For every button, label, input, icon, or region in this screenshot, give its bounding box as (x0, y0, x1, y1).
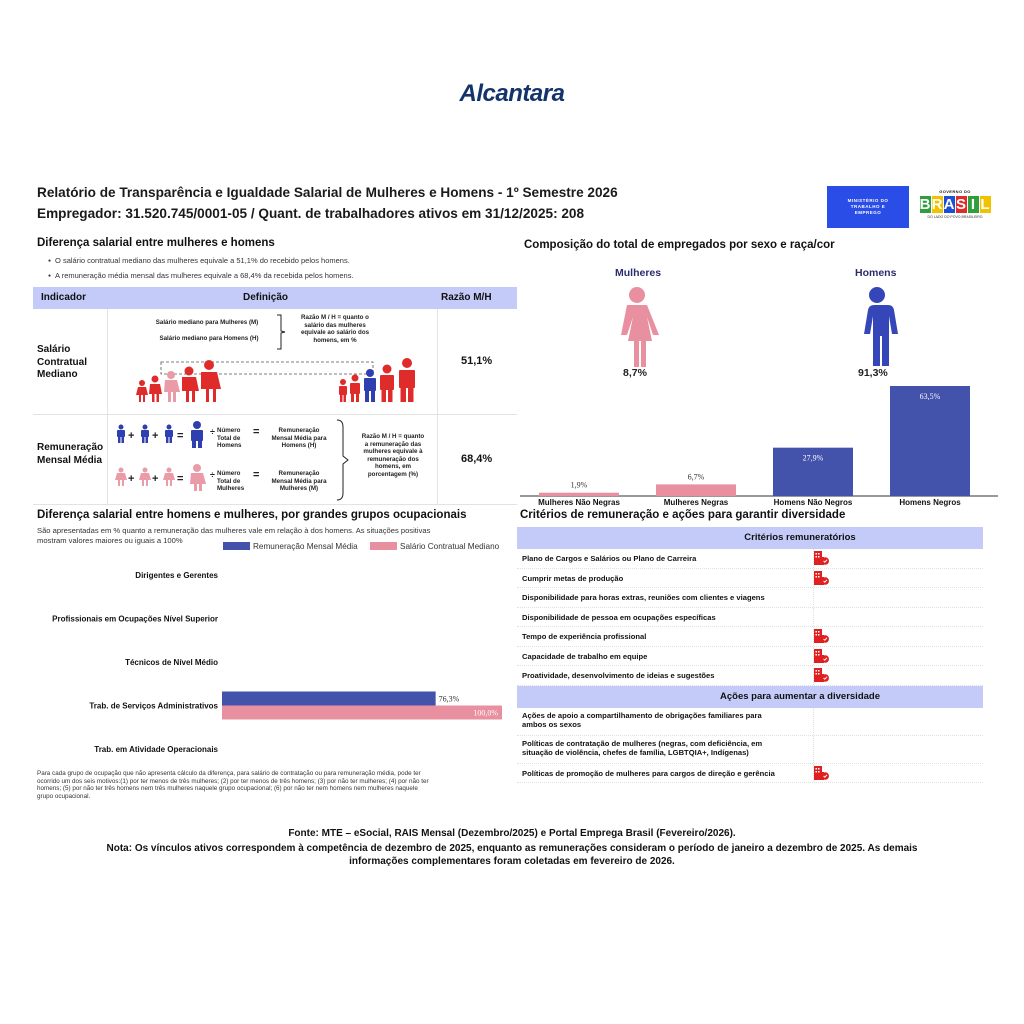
criteria-row (517, 764, 983, 784)
svg-text:=: = (177, 430, 184, 442)
person-woman-icon (182, 367, 199, 403)
bar-value-label: 27,9% (802, 453, 824, 463)
category-label: Homens Não Negros (773, 498, 853, 507)
def-ratio-line: Razão M / H = quanto o (301, 314, 369, 321)
category-label: Homens Negros (899, 498, 961, 507)
salary-gap-bullet: ● A remuneração média mensal das mulheres equivale a 68,4% da recebida pelos homens. (48, 271, 354, 280)
median-people-illustration (133, 353, 433, 405)
description-line: mostram valores maiores ou iguais a 100% (37, 536, 183, 545)
indicator-line: Mediano (37, 369, 78, 380)
note-line: Para cada grupo de ocupação que não apresenta cálculo da diferença, para salário de contratação ou para remuneração média, pode ter (37, 770, 421, 777)
brace-icon (335, 419, 349, 501)
indicator-line: Salário (37, 344, 71, 355)
man-icon (852, 285, 902, 369)
action-rows (517, 708, 983, 784)
indicator-average-remuneration (37, 442, 103, 467)
def-ratio-median (285, 314, 385, 344)
divider (437, 309, 438, 505)
bar-value-label: 100,0% (473, 708, 498, 718)
criteria-label: Cumprir metas de produção (522, 573, 624, 583)
employer-info: Empregador: 31.520.745/0001-05 / Quant. de trabalhadores ativos em 31/12/2025: 208 (37, 206, 585, 221)
criteria-row (517, 708, 983, 736)
criteria-check-cell (813, 608, 984, 627)
criteria-row (517, 549, 983, 569)
criteria-label: Proatividade, desenvolvimento de ideias e sugestões (522, 671, 715, 680)
legend-label: Remuneração Mensal Média (253, 542, 358, 551)
composition-bar-chart (520, 380, 1000, 510)
criteria-label: Políticas de contratação de mulheres (negras, com deficiência, em situação de violência, chefes de família, LGBTQIA+, Indígenas) (522, 738, 763, 757)
building-check-icon (813, 766, 829, 780)
bar-value-label: 6,7% (687, 472, 705, 482)
women-result-label (265, 470, 333, 493)
men-label: Homens (855, 267, 897, 279)
legend-swatch (370, 542, 397, 550)
criteria-row (517, 569, 983, 589)
count-line: Número (217, 470, 241, 477)
bar-3 (890, 386, 970, 496)
criteria-check-cell (813, 647, 984, 666)
def-men-median: Salário mediano para Homens (H) (159, 335, 259, 342)
criteria-label: Tempo de experiência profissional (522, 632, 647, 641)
criteria-row (517, 647, 983, 667)
criteria-header: Critérios remuneratórios (517, 527, 983, 549)
def-ratio-line: remuneração dos (367, 455, 419, 463)
occupation-bar-chart (0, 535, 520, 765)
criteria-check-cell (813, 588, 984, 607)
building-check-icon (813, 649, 829, 663)
indicator-table (33, 287, 517, 505)
legend-label: Salário Contratual Mediano (400, 542, 500, 551)
def-ratio-line: porcentagem (%) (367, 470, 419, 478)
bar-value-label: 76,3% (438, 694, 460, 704)
building-check-icon (813, 551, 829, 565)
footer-note-line2: informações complementares foram coletadas em fevereiro de 2026. (349, 856, 675, 867)
divider (33, 414, 517, 415)
building-check-icon (813, 668, 829, 682)
woman-icon (612, 285, 662, 369)
salary-gap-bullet: ● O salário contratual mediano das mulheres equivale a 51,1% do recebido pelos homens. (48, 256, 350, 265)
equals-sign: = (253, 426, 260, 438)
bar-remuneration (222, 692, 436, 706)
def-women-median: Salário mediano para Mulheres (M) (155, 319, 259, 326)
result-line: Remuneração (278, 470, 320, 477)
gov-logo-word: B R A S I L (919, 196, 990, 213)
criteria-row (517, 588, 983, 608)
person-man-icon (380, 365, 394, 403)
criteria-row (517, 666, 983, 686)
def-ratio-line: homens, em % (313, 336, 357, 344)
footer-source: Fonte: MTE – eSocial, RAIS Mensal (Dezembro/2025) e Portal Emprega Brasil (Fevereiro/2026). (288, 828, 736, 839)
criteria-label: Ações de apoio a compartilhamento de obrigações familiares para ambos os sexos (522, 710, 762, 729)
person-woman-icon (136, 380, 148, 402)
indicator-line: Contratual (37, 356, 87, 368)
indicator-table-header (33, 287, 517, 309)
description-line: São apresentadas em % quanto a remuneração das mulheres vale em relação à dos homens. As situações positivas (37, 526, 431, 535)
category-label: Dirigentes e Gerentes (135, 571, 218, 580)
count-line: Homens (217, 442, 242, 449)
result-line: Mensal Média para (271, 434, 327, 442)
criteria-check-cell (813, 666, 984, 685)
criteria-label: Capacidade de trabalho em equipe (522, 651, 648, 661)
occupation-note (37, 770, 429, 800)
criteria-rows (517, 549, 983, 686)
indicator-median-salary (37, 344, 87, 382)
divider (33, 504, 517, 505)
ratio-average-remuneration: 68,4% (461, 453, 493, 465)
person-woman-icon (201, 360, 221, 402)
def-ratio-line: Razão M / H = quanto (361, 433, 425, 440)
svg-text:+: + (152, 473, 159, 485)
result-line: Mulheres (M) (279, 485, 319, 492)
legend-swatch (223, 542, 250, 550)
bar-1 (656, 484, 736, 496)
def-ratio-line: mulheres equivale à (363, 448, 423, 455)
ratio-median-salary: 51,1% (461, 355, 493, 367)
criteria-check-cell (813, 569, 984, 588)
person-man-icon (399, 358, 415, 402)
svg-text:+: + (152, 430, 159, 442)
person-woman-icon (149, 376, 162, 403)
count-line: Número (217, 427, 241, 434)
note-line: grupo ocupacional. (37, 792, 91, 800)
mte-logo (827, 186, 909, 228)
criteria-check-cell (813, 549, 984, 568)
criteria-check-cell (813, 736, 984, 763)
svg-text:+: + (128, 430, 135, 442)
svg-text:=: = (177, 473, 184, 485)
criteria-row (517, 627, 983, 647)
count-line: Mulheres (217, 485, 245, 492)
criteria-label: Plano de Cargos e Salários ou Plano de Carreira (522, 554, 697, 563)
def-ratio-average (351, 433, 435, 478)
criteria-check-cell (813, 764, 984, 783)
count-line: Total de (217, 477, 241, 485)
bar-value-label: 1,9% (570, 480, 588, 490)
result-line: Mensal Média para (271, 477, 327, 485)
divide-sign: ÷ (210, 427, 215, 437)
note-line: homens; (5) por não ter três homens nem três mulheres naquele grupo ocupacional; (6) por não ter nem homens nem mulheres naquele (37, 785, 418, 793)
def-ratio-line: homens, em (374, 463, 412, 470)
women-count-label (217, 470, 251, 493)
men-count-label (217, 427, 251, 450)
category-label: Mulheres Negras (663, 498, 729, 507)
header-definition: Definição (243, 292, 289, 303)
criteria-check-cell (813, 627, 984, 646)
gov-brasil-logo (915, 186, 995, 228)
indicator-line: Remuneração (37, 442, 104, 453)
svg-text:+: + (128, 473, 135, 485)
salary-gap-title: Diferença salarial entre mulheres e homens (37, 237, 275, 249)
criteria-row (517, 736, 983, 764)
criteria-row (517, 608, 983, 628)
bar-value-label: 63,5% (919, 392, 941, 401)
def-ratio-line: a remuneração das (364, 440, 422, 448)
person-man-icon (339, 379, 347, 402)
divider (107, 309, 108, 505)
divide-sign: ÷ (210, 470, 215, 480)
criteria-label: Políticas de promoção de mulheres para cargos de direção e gerência (522, 768, 775, 778)
def-ratio-line: equivale ao salário dos (300, 329, 370, 336)
men-pct: 91,3% (858, 367, 888, 379)
category-label: Mulheres Não Negras (538, 498, 620, 507)
composition-title: Composição do total de empregados por sexo e raça/cor (524, 239, 835, 251)
actions-header: Ações para aumentar a diversidade (517, 686, 983, 708)
person-man-icon (350, 375, 360, 403)
criteria-label: Disponibilidade de pessoa em ocupações específicas (522, 612, 716, 622)
indicator-line: Mensal Média (37, 454, 103, 466)
person-woman-median-icon (164, 371, 180, 402)
result-line: Remuneração (278, 427, 320, 434)
report-title: Relatório de Transparência e Igualdade Salarial de Mulheres e Homens - 1º Semestre 2026 (37, 185, 618, 200)
gov-logo-bottom: DO LADO DO POVO BRASILEIRO (927, 215, 983, 219)
category-label: Técnicos de Nível Médio (125, 658, 218, 667)
women-pct: 8,7% (623, 367, 647, 379)
criteria-check-cell (813, 708, 984, 735)
gov-logo-top: GOVERNO DO (939, 189, 971, 194)
bar-0 (539, 493, 619, 496)
count-line: Total de (217, 434, 241, 442)
header-indicator: Indicador (41, 292, 87, 303)
bar-salary (222, 706, 502, 720)
company-logo: Alcantara (459, 80, 565, 107)
note-line: ocorrido um dos seis motivos:(1) por ter menos de três mulheres; (2) por ter menos de três homens; (3) por não ter mulheres; (4) por não ter (37, 777, 429, 785)
header-ratio: Razão M/H (441, 292, 492, 303)
women-label: Mulheres (615, 267, 662, 279)
category-label: Trab. de Serviços Administrativos (89, 701, 218, 711)
occupation-title: Diferença salarial entre homens e mulheres, por grandes grupos ocupacionais (37, 509, 467, 521)
equals-sign: = (253, 469, 260, 481)
criteria-title: Critérios de remuneração e ações para garantir diversidade (520, 509, 846, 521)
plus-equals-signs (128, 430, 183, 485)
result-line: Homens (H) (281, 442, 317, 449)
category-label: Trab. em Atividade Operacionais (94, 745, 218, 754)
mte-logo-text: MINISTÉRIO DO TRABALHO E EMPREGO (847, 198, 889, 215)
men-result-label (265, 427, 333, 450)
building-check-icon (813, 571, 829, 585)
def-ratio-line: salário das mulheres (304, 321, 366, 329)
footer-note-line1: Nota: Os vínculos ativos correspondem à competência de dezembro de 2025, enquanto as remunerações consideram o período de janeiro a dezembro de 2025. As demais (106, 843, 918, 854)
criteria-table (517, 527, 983, 783)
average-formula-icons (115, 421, 209, 499)
criteria-label: Disponibilidade para horas extras, reuniões com clientes e viagens (522, 593, 765, 602)
building-check-icon (813, 629, 829, 643)
category-label: Profissionais em Ocupações Nível Superior (52, 614, 218, 624)
